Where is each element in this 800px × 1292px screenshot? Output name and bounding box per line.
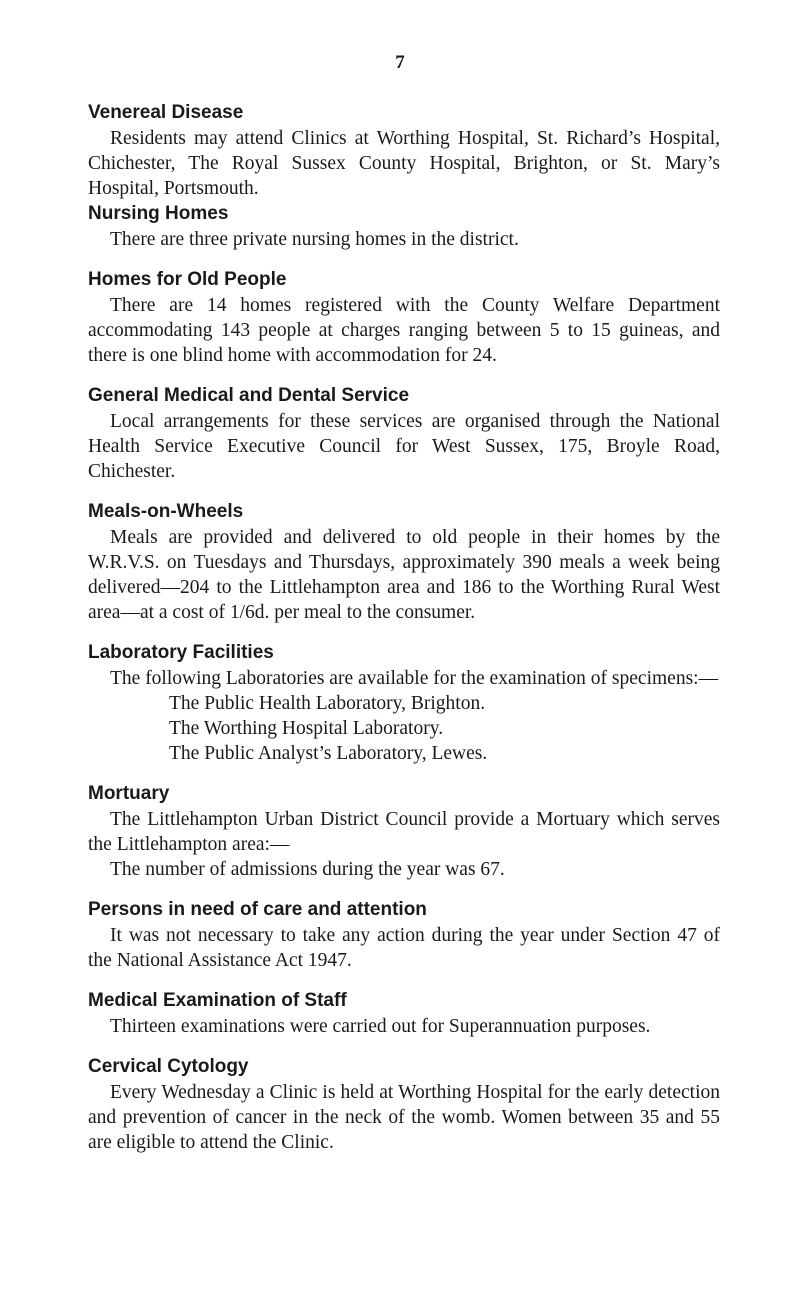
list-item: The Worthing Hospital Laboratory. [169, 718, 444, 739]
section-heading: Persons in need of care and attention [88, 899, 427, 920]
section-heading: Venereal Disease [88, 102, 244, 123]
section-heading: Mortuary [88, 783, 170, 804]
section-persons-in-need [88, 897, 720, 973]
section-heading: Cervical Cytology [88, 1056, 249, 1077]
document-body [88, 100, 720, 1155]
section-paragraph: Local arrangements for these services are organised through the National Health Service Executive Council for West Sussex, 175, Broyle Road, Chichester. [88, 411, 720, 482]
section-paragraph: Residents may attend Clinics at Worthing Hospital, St. Richard’s Hospital, Chichester, The Royal Sussex County Hospital, Brighton, or St. Mary’s Hospital, Portsmouth. [88, 128, 720, 199]
section-paragraph: It was not necessary to take any action during the year under Section 47 of the National Assistance Act 1947. [88, 925, 720, 971]
section-heading: Laboratory Facilities [88, 642, 274, 663]
section-homes-for-old-people [88, 267, 720, 368]
section-paragraph: The Littlehampton Urban District Council provide a Mortuary which serves the Littlehampton area:— [88, 809, 720, 855]
section-paragraph: The number of admissions during the year was 67. [110, 859, 505, 880]
section-paragraph: Thirteen examinations were carried out for Superannuation purposes. [110, 1016, 651, 1037]
section-heading: Nursing Homes [88, 203, 229, 224]
list-item: The Public Analyst’s Laboratory, Lewes. [169, 743, 488, 764]
section-medical-examination-staff [88, 988, 720, 1039]
laboratory-list [88, 691, 720, 766]
section-mortuary [88, 781, 720, 882]
section-heading: Medical Examination of Staff [88, 990, 347, 1011]
list-item: The Public Health Laboratory, Brighton. [169, 693, 486, 714]
section-paragraph: Meals are provided and delivered to old people in their homes by the W.R.V.S. on Tuesdays and Thursdays, approximately 390 meals a week being delivered—204 to the Littlehampton area and 186 to the Worthing Rural West area—at a cost of 1/6d. per meal to the consumer. [88, 527, 720, 623]
section-heading: General Medical and Dental Service [88, 385, 410, 406]
section-paragraph: There are 14 homes registered with the County Welfare Department accommodating 143 people at charges ranging between 5 to 15 guineas, and there is one blind home with accommodation for 24. [88, 295, 720, 366]
section-laboratory-facilities [88, 640, 720, 766]
section-venereal-disease [88, 100, 720, 201]
section-heading: Meals-on-Wheels [88, 501, 244, 522]
section-paragraph: There are three private nursing homes in the district. [110, 229, 519, 250]
section-heading: Homes for Old People [88, 269, 287, 290]
section-paragraph: The following Laboratories are available for the examination of specimens:— [110, 668, 719, 689]
page-number: 7 [395, 52, 405, 73]
section-cervical-cytology [88, 1054, 720, 1155]
section-nursing-homes [88, 201, 720, 252]
section-paragraph: Every Wednesday a Clinic is held at Worthing Hospital for the early detection and prevention of cancer in the neck of the womb. Women between 35 and 55 are eligible to attend the Clinic. [88, 1082, 720, 1153]
section-general-medical-dental [88, 383, 720, 484]
section-meals-on-wheels [88, 499, 720, 625]
